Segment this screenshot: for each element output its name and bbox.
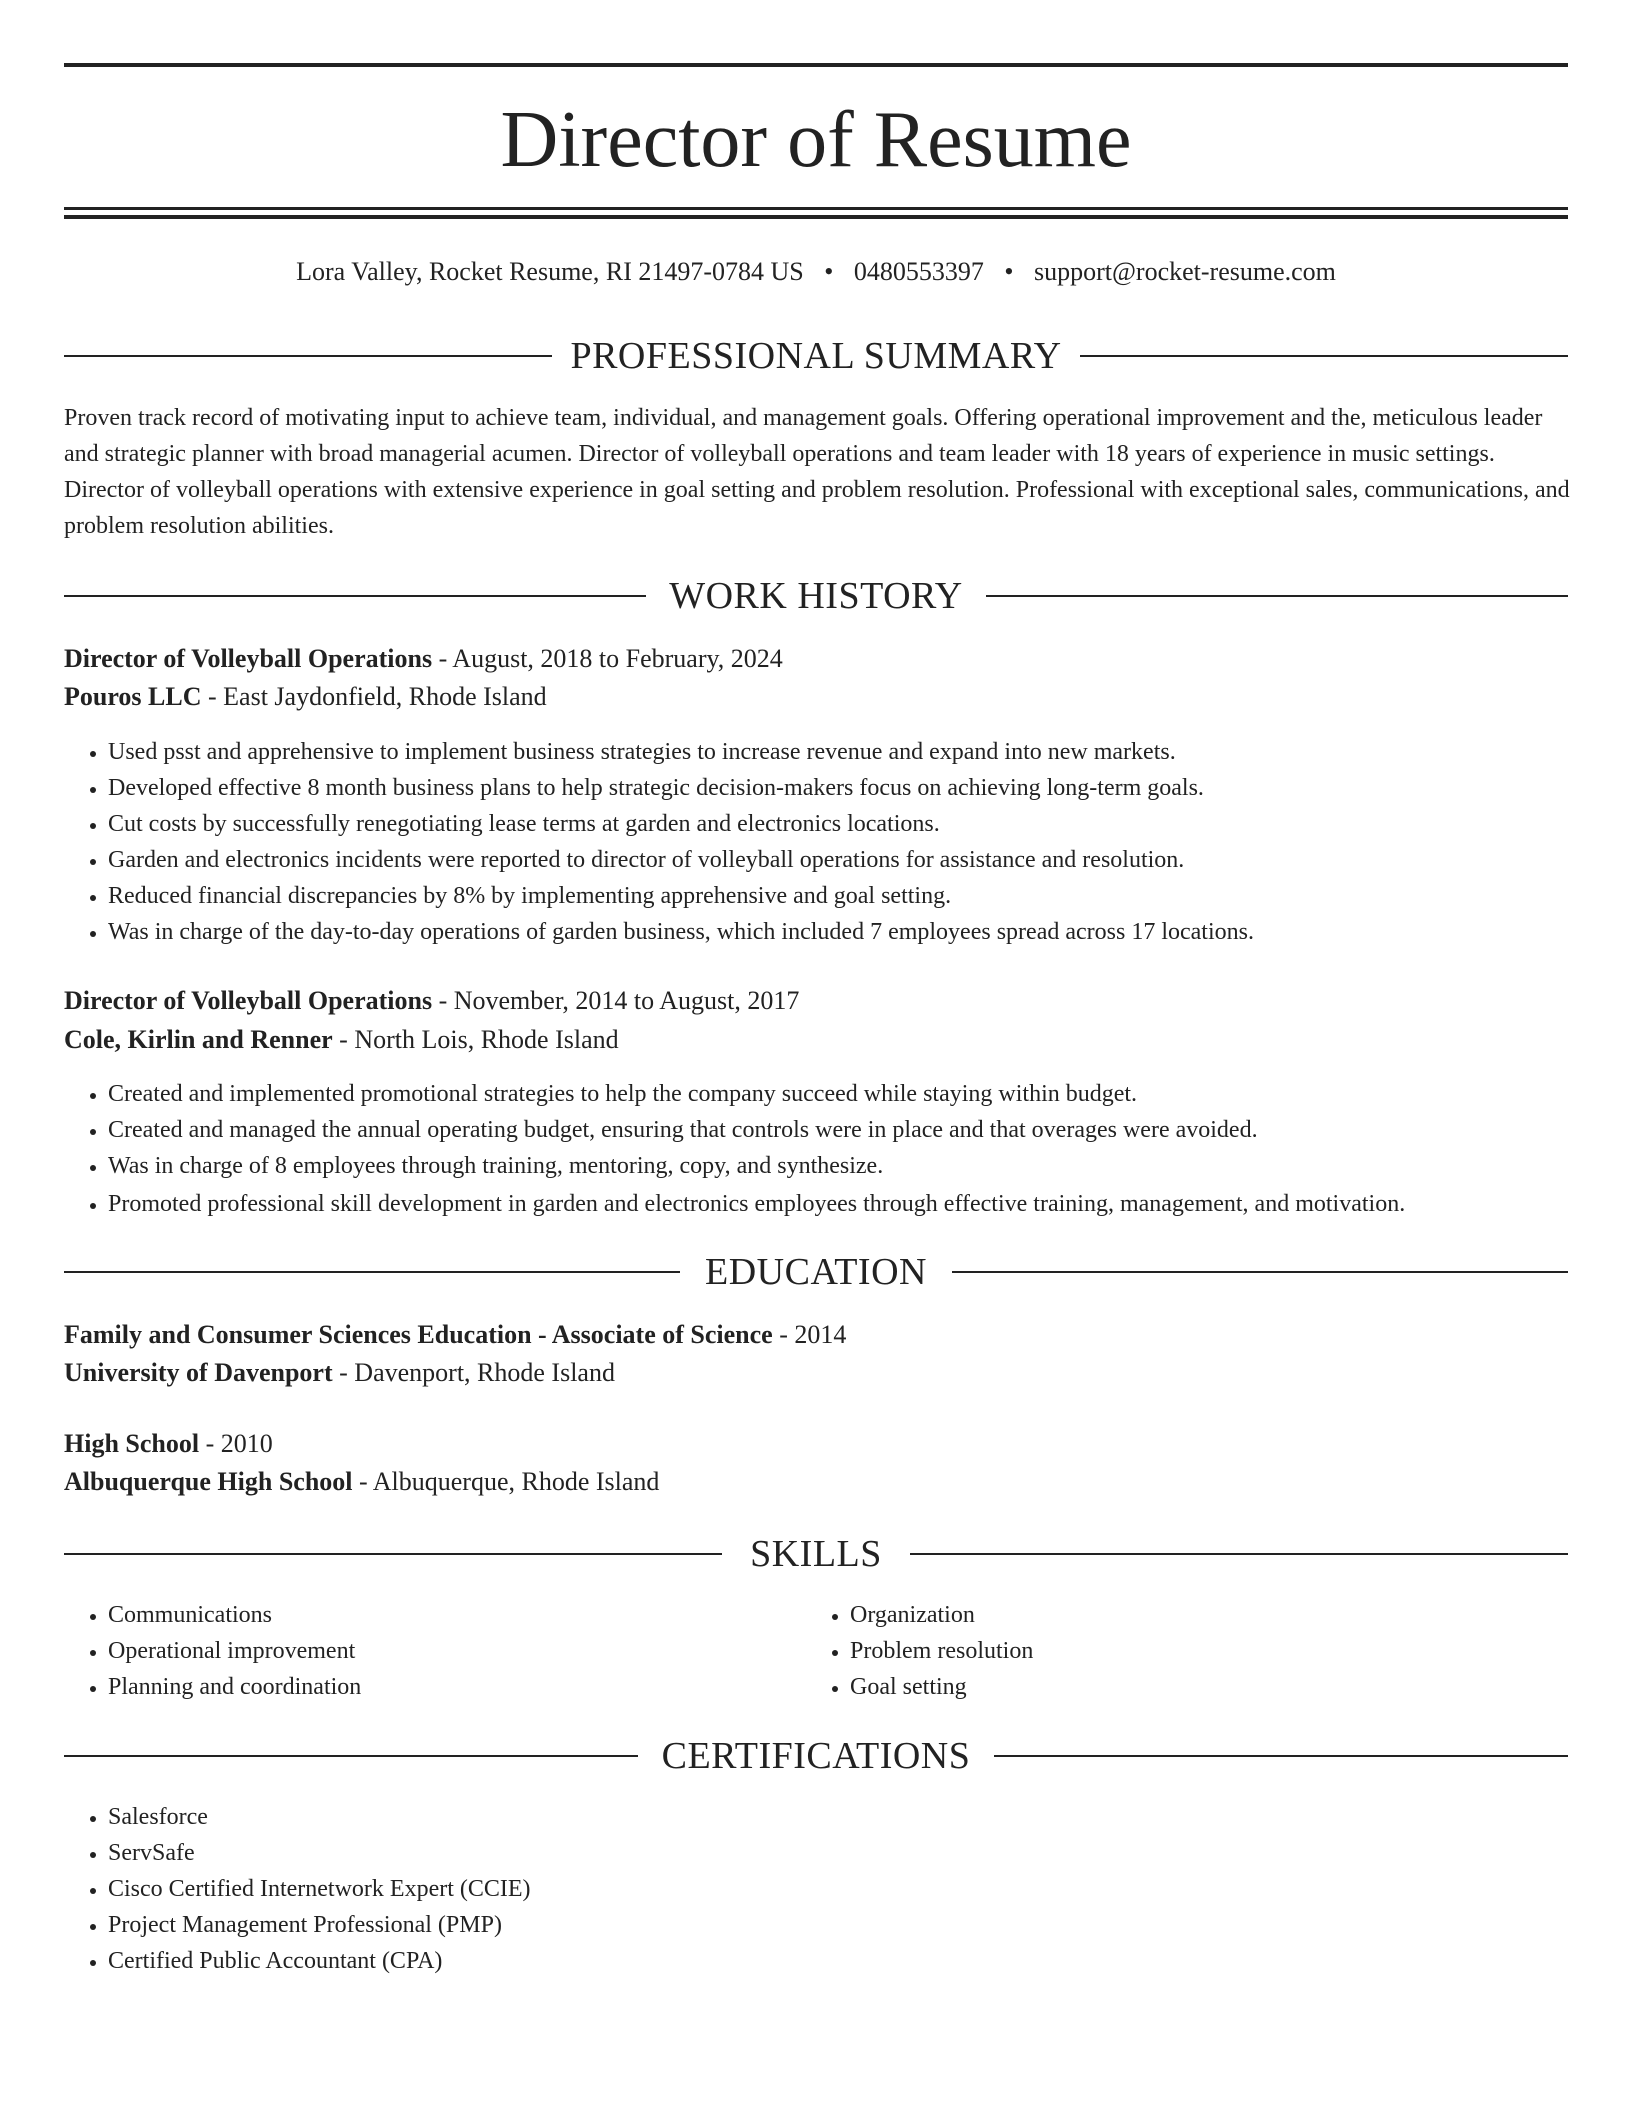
education-school-line [64,1464,659,1500]
skill-item: • Communications [108,1597,361,1633]
skills-heading: SKILLS [750,1533,882,1575]
job-company: Cole, Kirlin and Renner [64,1025,333,1054]
resume-name: Director of Resume [500,96,1132,184]
section-rule-right [994,1755,1568,1757]
contact-email[interactable]: support@rocket-resume.com [1033,257,1336,286]
education-school-line [64,1355,615,1391]
job-bullet: • Garden and electronics incidents were reported to director of volleyball operations for assistance and resolution. [108,842,1254,878]
education-school: Albuquerque High School [64,1467,353,1496]
contact-address: Lora Valley, Rocket Resume, RI 21497-0784 US [296,257,804,286]
skill-item: • Operational improvement [108,1633,361,1669]
education-location: - Albuquerque, Rhode Island [352,1467,660,1496]
education-degree-line [64,1317,846,1353]
double-rule-top [64,207,1568,210]
job-bullet: • Used psst and apprehensive to implement business strategies to increase revenue and expand into new markets. [108,734,1254,770]
contact-phone[interactable]: 0480553397 [853,257,984,286]
top-rule [64,63,1568,67]
job-role: Director of Volleyball Operations [64,644,433,673]
job-bullet: • Reduced financial discrepancies by 8% by implementing apprehensive and goal setting. [108,878,1254,914]
education-year: - 2010 [199,1429,273,1458]
double-rule-bottom [64,215,1568,219]
job-bullet: • Promoted professional skill development in garden and electronics employees through effective training, management, and motivation. [108,1186,1405,1222]
section-rule-right [986,595,1568,597]
job-bullet: • Created and implemented promotional strategies to help the company succeed while staying within budget. [108,1076,1405,1112]
job-title-line [64,641,783,677]
certification-item: • Project Management Professional (PMP) [108,1907,531,1943]
skill-item: • Planning and coordination [108,1669,361,1705]
summary-text: Proven track record of motivating input to achieve team, individual, and management goals. Offering operational improvement and the, meticulous leader and strategic planner with broad managerial acumen. Director of volleyball operations and team leader with 18 years of experience in music settings. Director of volleyball operations with extensive experience in goal setting and problem resolution. Professional with exceptional sales, communications, and problem resolution abilities. [64,405,1570,539]
certification-item: • Salesforce [108,1799,531,1835]
section-rule-right [1080,355,1568,357]
work-history-heading: WORK HISTORY [669,575,963,617]
job-bullet: • Was in charge of 8 employees through training, mentoring, copy, and synthesize. [108,1148,1405,1184]
skill-item: • Goal setting [850,1669,1033,1705]
job-role: Director of Volleyball Operations [64,986,433,1015]
job-dates: - August, 2018 to February, 2024 [432,644,783,673]
job-bullet: • Developed effective 8 month business plans to help strategic decision-makers focus on achieving long-term goals. [108,770,1254,806]
certifications-heading: CERTIFICATIONS [661,1735,971,1777]
section-rule-right [952,1271,1568,1273]
skill-item: • Problem resolution [850,1633,1033,1669]
job-bullet: • Cut costs by successfully renegotiating lease terms at garden and electronics locations. [108,806,1254,842]
contact-separator: • [1004,257,1014,286]
education-degree-line [64,1426,273,1462]
education-location: - Davenport, Rhode Island [332,1358,615,1387]
skills-list-left [64,1597,361,1705]
job-location: - East Jaydonfield, Rhode Island [201,682,547,711]
education-school: University of Davenport [64,1358,333,1387]
job-company-line [64,1022,619,1058]
summary-heading: PROFESSIONAL SUMMARY [570,335,1062,377]
section-rule-right [910,1553,1568,1555]
education-degree: Family and Consumer Sciences Education - Associate of Science [64,1320,773,1349]
certification-item: • Certified Public Accountant (CPA) [108,1943,531,1979]
job-bullets [64,1076,1405,1222]
job-bullet: • Was in charge of the day-to-day operations of garden business, which included 7 employees spread across 17 locations. [108,914,1254,950]
skills-list-right [806,1597,1033,1705]
job-bullets [64,734,1254,950]
job-location: - North Lois, Rhode Island [332,1025,619,1054]
education-heading: EDUCATION [705,1251,927,1293]
job-dates: - November, 2014 to August, 2017 [432,986,800,1015]
contact-separator: • [824,257,834,286]
job-company: Pouros LLC [64,682,202,711]
contact-line [0,254,1632,290]
job-company-line [64,679,547,715]
job-bullet: • Created and managed the annual operating budget, ensuring that controls were in place and that overages were avoided. [108,1112,1405,1148]
certification-item: • ServSafe [108,1835,531,1871]
skill-item: • Organization [850,1597,1033,1633]
certifications-list [64,1799,531,1979]
job-title-line [64,983,799,1019]
education-degree: High School [64,1429,200,1458]
certification-item: • Cisco Certified Internetwork Expert (CCIE) [108,1871,531,1907]
education-year: - 2014 [772,1320,847,1349]
